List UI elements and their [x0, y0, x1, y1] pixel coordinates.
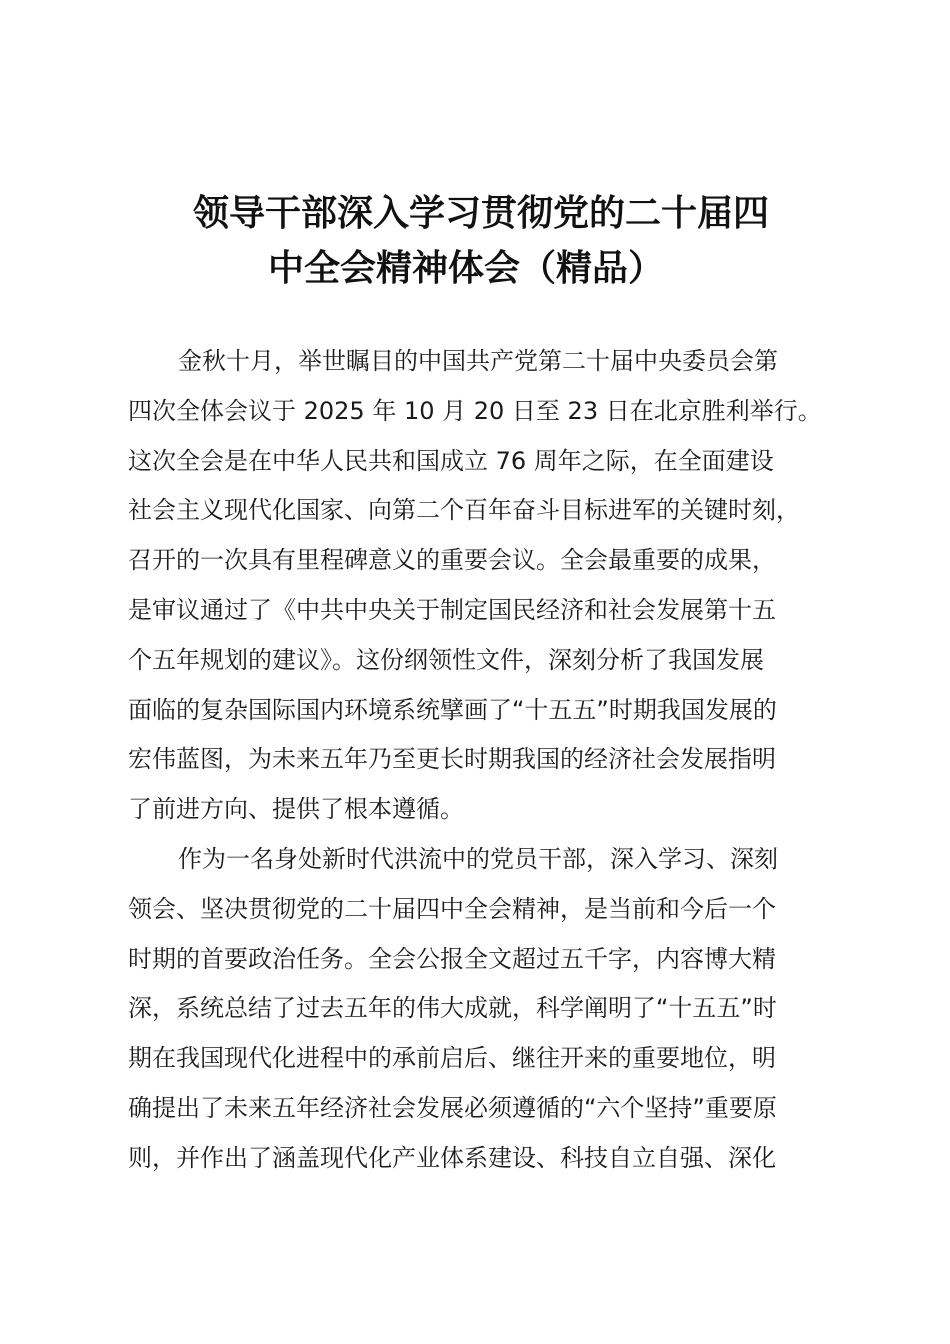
- paragraph-line: 是审议通过了《中共中央关于制定国民经济和社会发展第十五: [128, 595, 776, 624]
- paragraph-line: 时期的首要政治任务。全会公报全文超过五千字，内容博大精: [128, 944, 776, 973]
- paragraph-line: 面临的复杂国际国内环境系统擘画了“十五五”时期我国发展的: [128, 695, 777, 724]
- paragraph-line: 确提出了未来五年经济社会发展必须遵循的“六个坚持”重要原: [128, 1093, 777, 1122]
- paragraph-line: 作为一名身处新时代洪流中的党员干部，深入学习、深刻: [178, 844, 778, 873]
- document-body: [128, 337, 858, 1184]
- title-line: 领导干部深入学习贯彻党的二十届四: [193, 193, 770, 234]
- paragraph-line: 召开的一次具有里程碑意义的重要会议。全会最重要的成果，: [128, 546, 776, 575]
- paragraph-line: 期在我国现代化进程中的承前启后、继往开来的重要地位，明: [128, 1044, 776, 1073]
- paragraph-line: 这次全会是在中华人民共和国成立 76 周年之际，在全面建设: [128, 446, 774, 475]
- document-title: [0, 186, 950, 296]
- paragraph-2: [128, 835, 858, 1184]
- paragraph-line: 金秋十月，举世瞩目的中国共产党第二十届中央委员会第: [178, 347, 778, 375]
- paragraph-line: 深，系统总结了过去五年的伟大成就，科学阐明了“十五五”时: [128, 994, 777, 1023]
- title-line: 中全会精神体会（精品）: [268, 248, 665, 289]
- paragraph-line: 宏伟蓝图，为未来五年乃至更长时期我国的经济社会发展指明: [128, 745, 776, 774]
- paragraph-line: 领会、坚决贯彻党的二十届四中全会精神，是当前和今后一个: [128, 894, 776, 923]
- paragraph-1: [128, 337, 858, 835]
- paragraph-line: 四次全体会议于 2025 年 10 月 20 日至 23 日在北京胜利举行。: [128, 396, 822, 425]
- paragraph-line: 则，并作出了涵盖现代化产业体系建设、科技自立自强、深化: [128, 1143, 776, 1172]
- paragraph-line: 了前进方向、提供了根本遵循。: [128, 795, 464, 824]
- paragraph-line: 社会主义现代化国家、向第二个百年奋斗目标进军的关键时刻，: [128, 496, 800, 525]
- paragraph-line: 个五年规划的建议》。这份纲领性文件，深刻分析了我国发展: [128, 645, 764, 674]
